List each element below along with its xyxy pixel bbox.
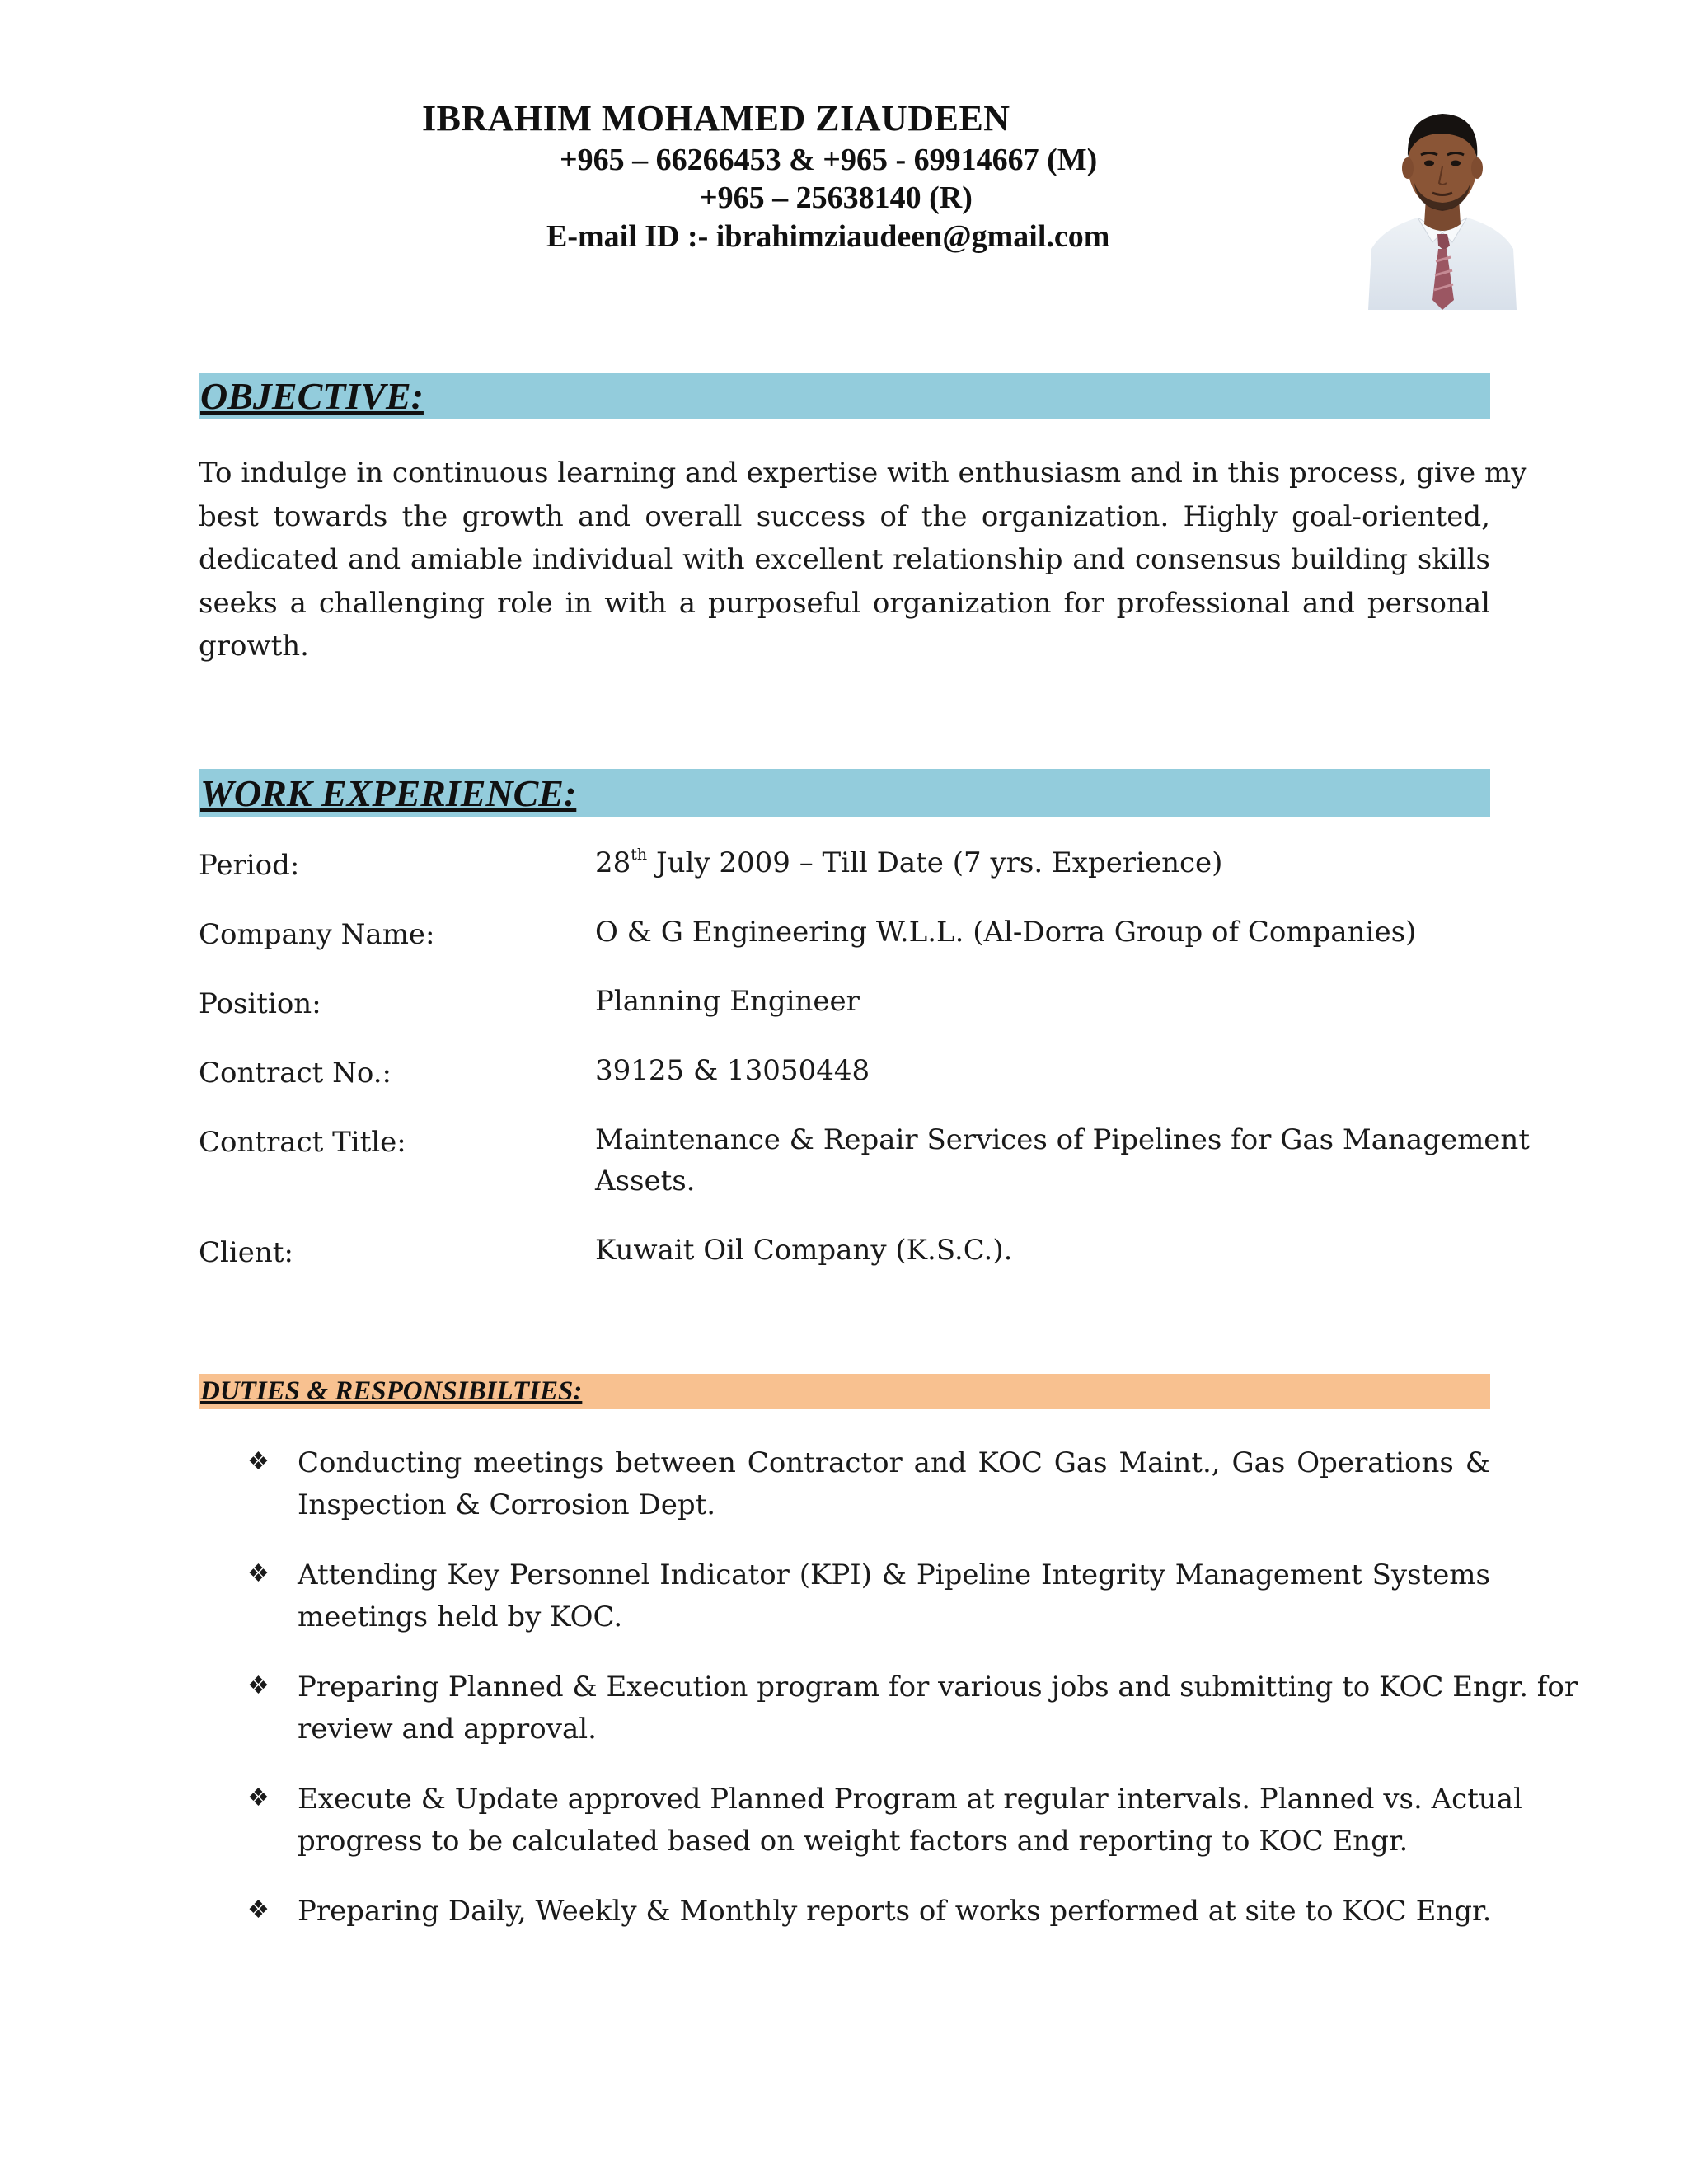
client-label: Client: — [199, 1236, 293, 1269]
duty-line: Execute & Update approved Planned Program at regular intervals. Planned vs. Actual — [298, 1783, 1522, 1816]
diamond-bullet-icon: ❖ — [247, 1671, 270, 1700]
company-name-value: O & G Engineering W.L.L. (Al-Dorra Group of Companies) — [595, 916, 1417, 949]
objective-line: growth. — [199, 630, 309, 663]
period-day-suffix: th — [631, 846, 648, 864]
client-value: Kuwait Oil Company (K.S.C.). — [595, 1234, 1013, 1267]
work-experience-section-header — [199, 769, 1490, 817]
duty-line: review and approval. — [298, 1713, 597, 1746]
duty-item — [298, 1779, 1522, 1863]
diamond-bullet-icon: ❖ — [247, 1447, 270, 1476]
duty-line: meetings held by KOC. — [298, 1601, 623, 1633]
period-label: Period: — [199, 849, 300, 882]
contract-title-line: Maintenance & Repair Services of Pipelines for Gas Management — [595, 1123, 1530, 1156]
duties-heading: DUTIES & RESPONSIBILTIES: — [200, 1376, 583, 1406]
period-rest: July 2009 – Till Date (7 yrs. Experience) — [647, 846, 1223, 879]
duty-line: Preparing Planned & Execution program for various jobs and submitting to KOC Engr. for — [298, 1671, 1578, 1704]
period-day: 28 — [595, 846, 631, 879]
contract-title-line: Assets. — [595, 1165, 696, 1197]
position-value: Planning Engineer — [595, 985, 860, 1018]
duty-line: Conducting meetings between Contractor and KOC Gas Maint., Gas Operations & — [298, 1446, 1490, 1479]
objective-line: To indulge in continuous learning and expertise with enthusiasm and in this process, give my — [199, 457, 1527, 490]
profile-photo-illustration — [1367, 92, 1517, 310]
profile-photo — [1367, 92, 1517, 310]
duty-item — [298, 1554, 1490, 1638]
duties-section-header — [199, 1374, 1490, 1409]
duty-line: progress to be calculated based on weight factors and reporting to KOC Engr. — [298, 1825, 1409, 1858]
objective-paragraph — [199, 452, 1527, 668]
duty-line: Attending Key Personnel Indicator (KPI) & Pipeline Integrity Management Systems — [298, 1558, 1490, 1591]
email-address: E-mail ID :- ibrahimziaudeen@gmail.com — [546, 219, 1110, 254]
duty-item — [298, 1442, 1490, 1526]
duty-item — [298, 1891, 1490, 1933]
objective-line: best towards the growth and overall success of the organization. Highly goal-oriented, — [199, 499, 1490, 533]
contract-title-label: Contract Title: — [199, 1126, 406, 1159]
diamond-bullet-icon: ❖ — [247, 1783, 270, 1812]
contract-title-value — [595, 1119, 1530, 1202]
duty-line: Inspection & Corrosion Dept. — [298, 1488, 716, 1521]
duty-line: Preparing Daily, Weekly & Monthly reports of works performed at site to KOC Engr. — [298, 1895, 1492, 1928]
company-name-label: Company Name: — [199, 918, 435, 951]
candidate-name: IBRAHIM MOHAMED ZIAUDEEN — [422, 98, 1010, 138]
objective-section-header — [199, 373, 1490, 419]
objective-line: dedicated and amiable individual with excellent relationship and consensus building skills — [199, 543, 1490, 576]
objective-line: seeks a challenging role in with a purposeful organization for professional and personal — [199, 586, 1490, 620]
diamond-bullet-icon: ❖ — [247, 1559, 270, 1588]
duty-item — [298, 1666, 1578, 1750]
mobile-phone-numbers: +965 – 66266453 & +965 - 69914667 (M) — [560, 143, 1098, 177]
objective-heading: OBJECTIVE: — [200, 375, 424, 417]
contract-no-value: 39125 & 13050448 — [595, 1054, 870, 1087]
residence-phone-number: +965 – 25638140 (R) — [700, 180, 973, 215]
contract-no-label: Contract No.: — [199, 1057, 392, 1090]
position-label: Position: — [199, 987, 321, 1020]
work-experience-heading: WORK EXPERIENCE: — [200, 772, 577, 814]
period-value — [595, 842, 1222, 883]
diamond-bullet-icon: ❖ — [247, 1896, 270, 1924]
